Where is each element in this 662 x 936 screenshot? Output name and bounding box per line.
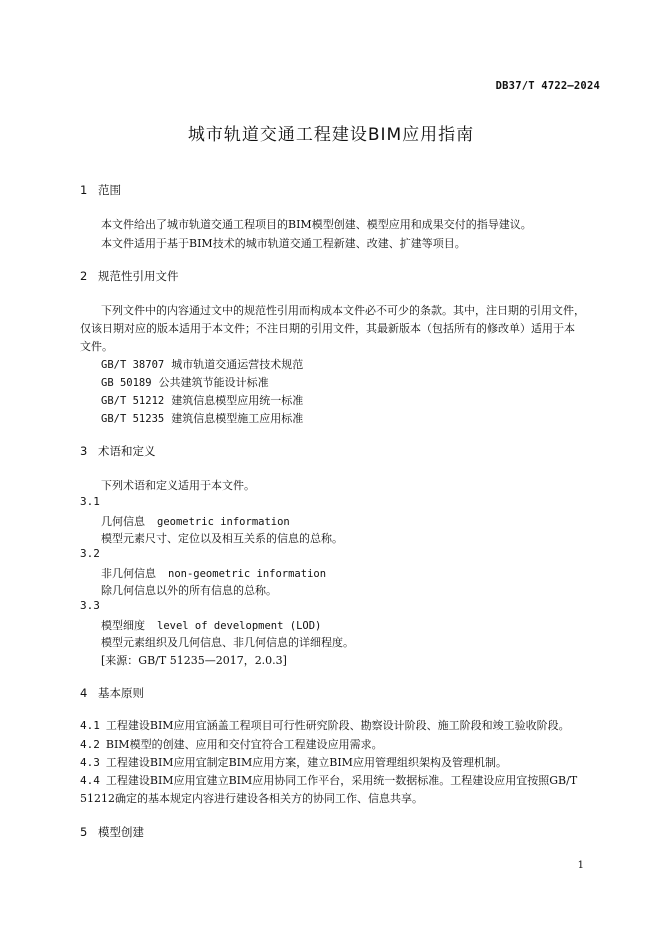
reference-name: 城市轨道交通运营技术规范	[171, 358, 304, 371]
principle-text: BIM模型的创建、应用和交付宜符合工程建设应用需求。	[105, 738, 383, 751]
document-code: DB37/T 4722—2024	[495, 80, 600, 92]
section-3-heading	[80, 443, 156, 459]
principle-item-continuation: 51212确定的基本规定内容进行建设各相关方的协同工作、信息共享。	[80, 792, 423, 805]
section-number: 2	[80, 269, 88, 283]
section-5-heading	[80, 824, 144, 840]
section-2-paragraph-line-2: 仅该日期对应的版本适用于本文件；不注日期的引用文件，其最新版本（包括所有的修改单）适用于本	[80, 322, 575, 335]
term-english: geometric information	[157, 516, 290, 528]
term-heading	[101, 617, 321, 633]
term-english: non-geometric information	[168, 568, 327, 580]
principle-number: 4.1	[80, 719, 100, 732]
section-1-paragraph-1: 本文件给出了城市轨道交通工程项目的BIM模型创建、模型应用和成果交付的指导建议。	[101, 218, 532, 231]
reference-name: 建筑信息模型施工应用标准	[171, 412, 304, 425]
section-number: 4	[80, 686, 88, 700]
reference-item	[101, 355, 303, 375]
section-title: 范围	[98, 183, 121, 197]
term-heading	[101, 513, 290, 529]
reference-code: GB 50189	[101, 377, 152, 389]
section-2-paragraph-line-1: 下列文件中的内容通过文中的规范性引用而构成本文件必不可少的条款。其中，注日期的引用文件，	[101, 304, 585, 317]
principle-number: 4.2	[80, 738, 100, 751]
section-number: 3	[80, 444, 88, 458]
term-number: 3.3	[80, 599, 100, 612]
term-definition: 模型元素尺寸、定位以及相互关系的信息的总称。	[101, 532, 343, 545]
principle-item	[80, 772, 600, 790]
reference-item	[101, 409, 303, 429]
principle-item	[80, 754, 600, 772]
reference-name: 公共建筑节能设计标准	[158, 376, 269, 389]
section-title: 术语和定义	[98, 444, 156, 458]
principle-item	[80, 736, 600, 754]
term-chinese: 非几何信息	[101, 567, 156, 580]
reference-code: GB/T 51212	[101, 395, 165, 407]
principle-number: 4.3	[80, 756, 100, 769]
term-source: [来源：GB/T 51235—2017，2.0.3]	[101, 654, 287, 667]
section-title: 规范性引用文件	[98, 269, 179, 283]
section-title: 基本原则	[98, 686, 144, 700]
term-number: 3.2	[80, 547, 100, 560]
page-number: 1	[577, 860, 584, 871]
principle-text: 工程建设BIM应用宜制定BIM应用方案，建立BIM应用管理组织架构及管理机制。	[105, 756, 507, 769]
principle-text: 工程建设BIM应用宜涵盖工程项目可行性研究阶段、勘察设计阶段、施工阶段和竣工验收阶段。	[105, 719, 570, 732]
term-number: 3.1	[80, 495, 100, 508]
reference-code: GB/T 51235	[101, 413, 165, 425]
term-heading	[101, 565, 326, 581]
principle-number: 4.4	[80, 774, 100, 787]
term-english: level of development (LOD)	[157, 620, 322, 632]
reference-name: 建筑信息模型应用统一标准	[171, 394, 304, 407]
reference-item	[101, 391, 303, 411]
principle-item	[80, 717, 600, 735]
section-number: 1	[80, 183, 88, 197]
term-definition: 除几何信息以外的所有信息的总称。	[101, 584, 277, 597]
term-chinese: 模型细度	[101, 619, 145, 632]
section-4-heading	[80, 685, 144, 701]
section-2-paragraph-line-3: 文件。	[80, 340, 113, 353]
section-3-intro: 下列术语和定义适用于本文件。	[101, 479, 255, 492]
reference-item	[101, 373, 269, 393]
principle-text: 工程建设BIM应用宜建立BIM应用协同工作平台，采用统一数据标准。工程建设应用宜按照GB/T	[105, 774, 578, 787]
term-chinese: 几何信息	[101, 515, 145, 528]
section-1-paragraph-2: 本文件适用于基于BIM技术的城市轨道交通工程新建、改建、扩建等项目。	[101, 237, 466, 250]
section-1-heading	[80, 182, 121, 198]
term-definition: 模型元素组织及几何信息、非几何信息的详细程度。	[101, 636, 354, 649]
section-number: 5	[80, 825, 88, 839]
section-2-heading	[80, 268, 179, 284]
reference-code: GB/T 38707	[101, 359, 165, 371]
section-title: 模型创建	[98, 825, 144, 839]
document-title: 城市轨道交通工程建设BIM应用指南	[187, 125, 475, 145]
